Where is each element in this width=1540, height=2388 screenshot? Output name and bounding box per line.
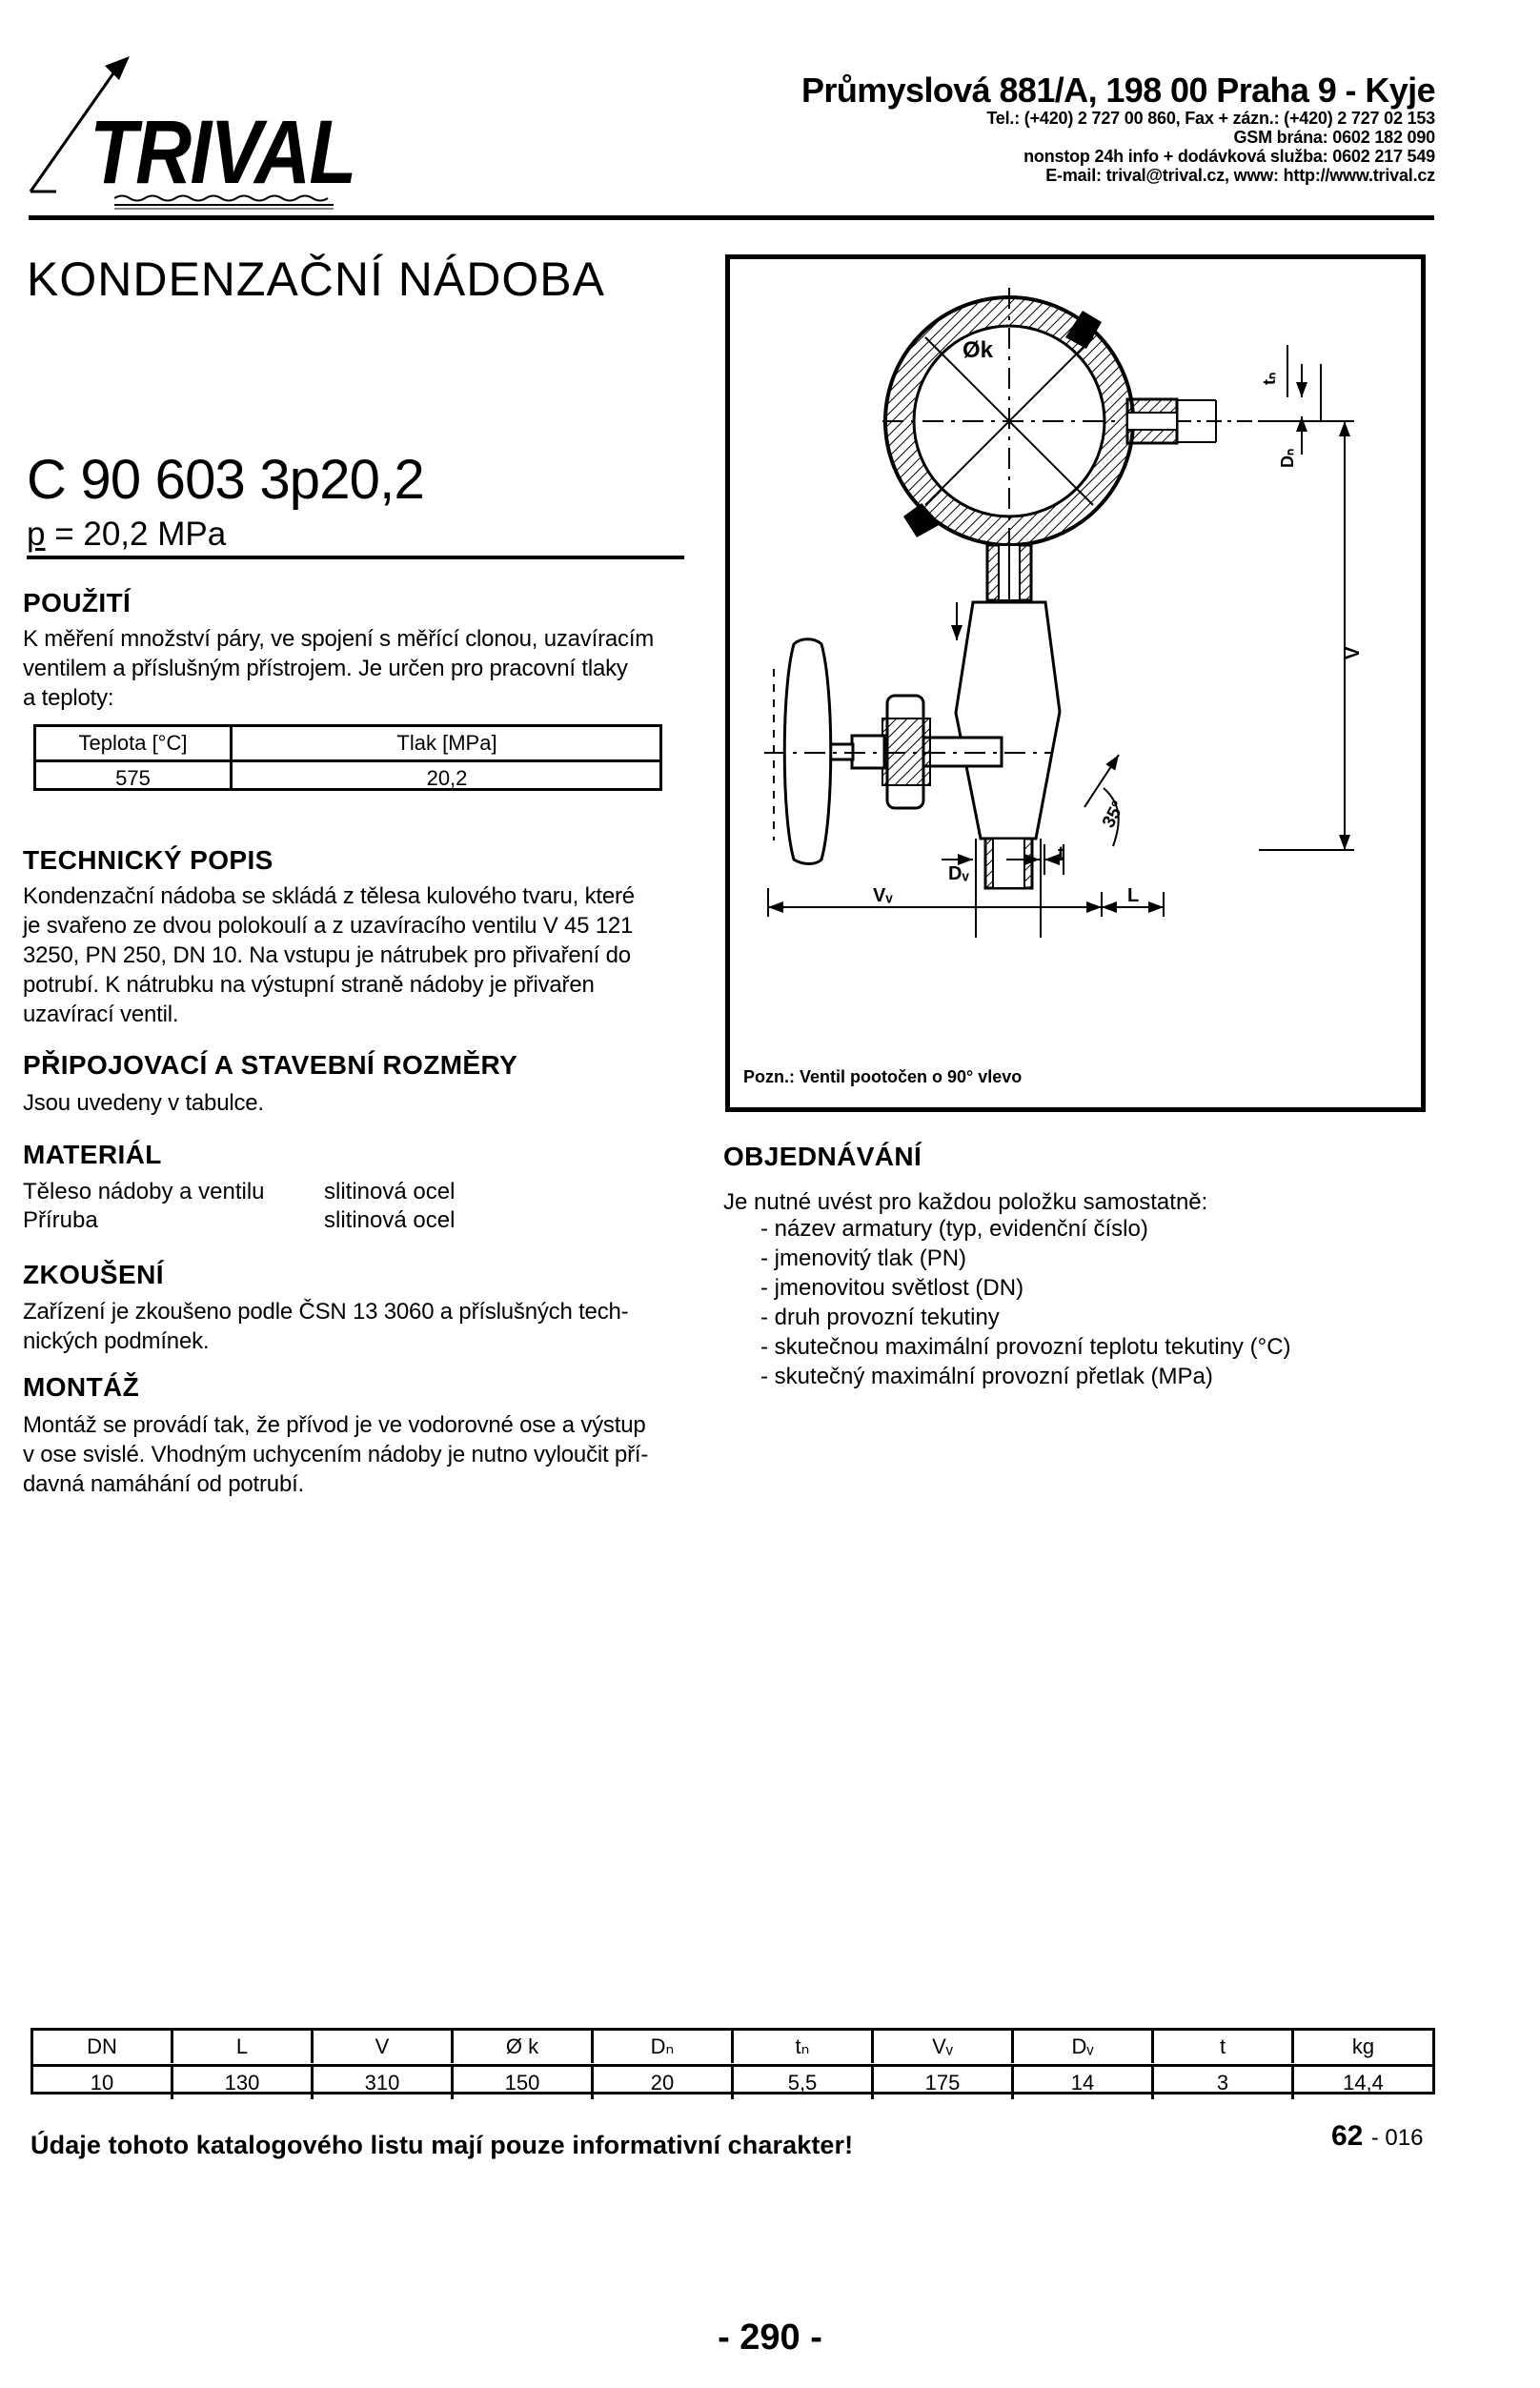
assembly-line-2: v ose svislé. Vhodným uchycením nádoby je nutno vyloučit pří- (23, 1442, 649, 1467)
material-heading: MATERIÁL (23, 1140, 162, 1169)
bottom-connector (976, 839, 1041, 938)
dims-header-dn: DN (33, 2031, 173, 2063)
material-label-flange: Příruba (23, 1207, 98, 1233)
ordering-item-pn: - jmenovitý tlak (PN) (760, 1244, 1291, 1273)
l-label: L (1127, 885, 1140, 906)
technical-drawing-frame (725, 254, 1426, 1112)
spherical-vessel (882, 288, 1133, 545)
assembly-line-3: davná namáhání od potrubí. (23, 1471, 305, 1497)
connections-heading: PŘIPOJOVACÍ A STAVEBNÍ ROZMĚRY (23, 1050, 518, 1080)
dims-header-t: t (1154, 2031, 1294, 2063)
catalog-code-main: 62 (1331, 2120, 1364, 2152)
vv-label: Vᵥ (873, 885, 893, 906)
company-address: Průmyslová 881/A, 198 00 Praha 9 - Kyje (801, 71, 1435, 110)
pressure-value: = 20,2 MPa (45, 516, 227, 553)
dims-value-dv: 14 (1014, 2067, 1154, 2099)
logo-text: TRIVAL (90, 102, 355, 203)
angle-35-label: 35° (1098, 798, 1129, 832)
technical-heading: TECHNICKÝ POPIS (23, 845, 274, 875)
page-header (0, 0, 1540, 248)
diameter-k-label: Øk (962, 337, 994, 363)
usage-line-2: ventilem a příslušným přístrojem. Je určen pro pracovní tlaky (23, 656, 628, 681)
nonstop-service-line: nonstop 24h info + dodávková služba: 0602 217 549 (1023, 147, 1435, 167)
technical-line-3: 3250, PN 250, DN 10. Na vstupu je nátrubek pro přivaření do (23, 942, 631, 968)
ordering-heading: OBJEDNÁVÁNÍ (723, 1142, 922, 1171)
dims-header-v: V (314, 2031, 454, 2063)
dims-value-k: 150 (454, 2067, 594, 2099)
dims-header-tn: tₙ (734, 2031, 874, 2063)
assembly-text (23, 1410, 690, 1499)
condensation-vessel-drawing (730, 259, 1421, 1107)
dims-value-l: 130 (173, 2067, 314, 2099)
dims-header-k: Ø k (454, 2031, 594, 2063)
pressure-line (27, 516, 684, 559)
technical-description (23, 881, 690, 1029)
logo-wave (114, 192, 334, 210)
catalog-disclaimer: Údaje tohoto katalogového listu mají pouze informativní charakter! (30, 2131, 854, 2159)
dv-label: Dᵥ (948, 863, 969, 884)
ordering-item-dn: - jmenovitou světlost (DN) (760, 1273, 1291, 1303)
dims-header-vv: Vᵥ (874, 2031, 1014, 2063)
catalog-page-code (1331, 2122, 1423, 2151)
dims-header-dn-outer: Dₙ (594, 2031, 734, 2063)
testing-line-2: nických podmínek. (23, 1328, 210, 1354)
t-label: t (1058, 843, 1064, 864)
assembly-heading: MONTÁŽ (23, 1372, 140, 1402)
dims-header-dv: Dᵥ (1014, 2031, 1154, 2063)
dimensions-value-row (33, 2064, 1432, 2099)
company-logo (27, 52, 355, 205)
material-label-body: Těleso nádoby a ventilu (23, 1179, 265, 1204)
dims-header-l: L (173, 2031, 314, 2063)
pressure-header: Tlak [MPa] (396, 731, 497, 755)
temperature-value: 575 (115, 766, 151, 790)
ordering-intro: Je nutné uvést pro každou položku samostatně: (723, 1189, 1208, 1215)
operating-table-header-row (36, 727, 659, 759)
ordering-item-name: - název armatury (typ, evidenční číslo) (760, 1214, 1291, 1244)
dims-value-v: 310 (314, 2067, 454, 2099)
pressure-table-value: 20,2 (426, 766, 468, 790)
usage-line-1: K měření množství páry, ve spojení s měřící clonou, uzavíracím (23, 626, 655, 652)
ordering-item-temperature: - skutečnou maximální provozní teplotu tekutiny (°C) (760, 1332, 1291, 1362)
operating-table-value-row (36, 759, 659, 794)
usage-line-3: a teploty: (23, 685, 114, 711)
operating-conditions-table (33, 724, 662, 791)
dims-header-kg: kg (1351, 2034, 1375, 2058)
technical-line-5: uzavírací ventil. (23, 1002, 179, 1027)
material-value-flange: slitinová ocel (324, 1207, 456, 1233)
technical-line-4: potrubí. K nátrubku na výstupní straně nádoby je přivařen (23, 972, 595, 998)
dims-value-vv: 175 (874, 2067, 1014, 2099)
technical-line-1: Kondenzační nádoba se skládá z tělesa kulového tvaru, které (23, 883, 635, 909)
technical-line-2: je svařeno ze dvou polokoulí a z uzavíracího ventilu V 45 121 (23, 913, 634, 939)
phone-fax-line: Tel.: (+420) 2 727 00 860, Fax + zázn.: (+420) 2 727 02 153 (986, 108, 1435, 128)
temperature-header: Teplota [°C] (78, 731, 188, 755)
testing-heading: ZKOUŠENÍ (23, 1260, 164, 1289)
gsm-line: GSM brána: 0602 182 090 (1233, 127, 1435, 147)
dims-value-tn: 5,5 (734, 2067, 874, 2099)
height-v-label: V (1343, 646, 1364, 659)
testing-line-1: Zařízení je zkoušeno podle ČSN 13 3060 a příslušných tech- (23, 1299, 629, 1325)
dimensions-header-row (33, 2031, 1432, 2063)
dn-label: Dₙ (1278, 448, 1297, 468)
material-value-body: slitinová ocel (324, 1179, 456, 1204)
product-code: C 90 603 3p20,2 (27, 449, 424, 511)
company-contact-block (711, 73, 1435, 185)
ordering-item-pressure: - skutečný maximální provozní přetlak (MPa) (760, 1362, 1291, 1391)
outlet-connector (956, 532, 1060, 839)
testing-text (23, 1297, 690, 1356)
dims-value-dn-outer: 20 (594, 2067, 734, 2099)
ordering-list (760, 1214, 1291, 1391)
document-title: KONDENZAČNÍ NÁDOBA (27, 253, 605, 306)
connections-text: Jsou uvedeny v tabulce. (23, 1090, 264, 1116)
assembly-line-1: Montáž se provádí tak, že přívod je ve vodorovné ose a výstup (23, 1412, 646, 1438)
page-number: - 290 - (718, 2317, 822, 2358)
inlet-nozzle (1127, 399, 1259, 443)
tn-label: tₙ (1260, 372, 1279, 385)
dims-value-kg: 14,4 (1343, 2071, 1384, 2095)
usage-heading: POUŽITÍ (23, 588, 132, 617)
dims-value-dn: 10 (33, 2067, 173, 2099)
pressure-symbol: p (27, 516, 46, 553)
ordering-item-fluid: - druh provozní tekutiny (760, 1303, 1291, 1332)
dims-value-t: 3 (1154, 2067, 1294, 2099)
drawing-note: Pozn.: Ventil pootočen o 90° vlevo (743, 1067, 1023, 1086)
header-rule (29, 215, 1434, 220)
dimensions-table (30, 2028, 1435, 2095)
email-web-line: E-mail: trival@trival.cz, www: http://www.trival.cz (1045, 166, 1435, 186)
catalog-code-suffix: - 016 (1370, 2125, 1424, 2151)
usage-text (23, 624, 690, 713)
